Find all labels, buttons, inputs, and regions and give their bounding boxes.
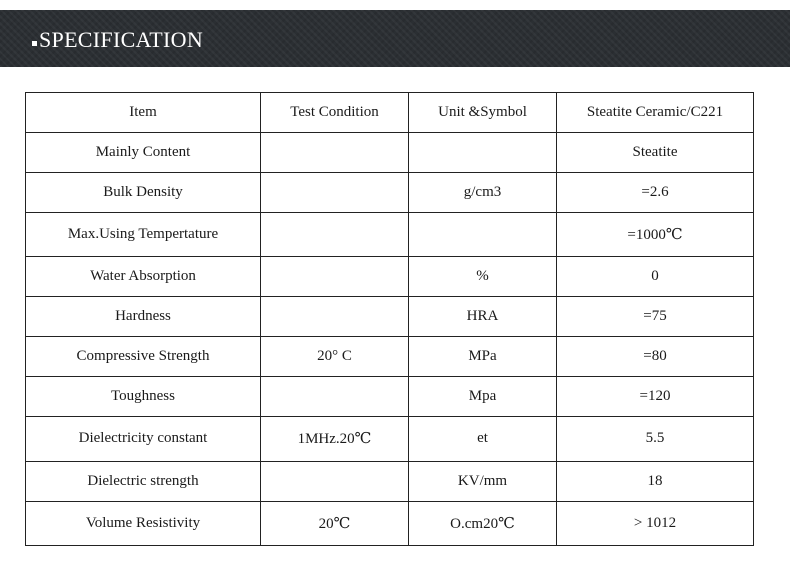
cell-unit: O.cm20℃: [409, 501, 557, 545]
cell-item: Hardness: [26, 297, 261, 337]
cell-value: > 1012: [557, 501, 754, 545]
table-row: [26, 172, 754, 212]
cell-test-condition: [261, 132, 409, 172]
cell-test-condition: [261, 377, 409, 417]
cell-unit: [409, 132, 557, 172]
cell-item: Dielectric strength: [26, 461, 261, 501]
cell-item: Max.Using Tempertature: [26, 212, 261, 256]
cell-item: Compressive Strength: [26, 337, 261, 377]
table-row: [26, 377, 754, 417]
cell-value: =2.6: [557, 172, 754, 212]
cell-unit: g/cm3: [409, 172, 557, 212]
header-steatite-ceramic: Steatite Ceramic/C221: [557, 93, 754, 133]
cell-test-condition: [261, 461, 409, 501]
cell-unit: MPa: [409, 337, 557, 377]
table-row: [26, 297, 754, 337]
cell-unit: Mpa: [409, 377, 557, 417]
section-banner: [0, 10, 790, 67]
table-row: [26, 337, 754, 377]
cell-item: Toughness: [26, 377, 261, 417]
cell-value: =80: [557, 337, 754, 377]
cell-item: Mainly Content: [26, 132, 261, 172]
cell-test-condition: [261, 297, 409, 337]
cell-value: =120: [557, 377, 754, 417]
table-row: [26, 132, 754, 172]
cell-value: 0: [557, 257, 754, 297]
cell-item: Water Absorption: [26, 257, 261, 297]
table-row: [26, 212, 754, 256]
table-header-row: [26, 93, 754, 133]
table-row: [26, 461, 754, 501]
header-item: Item: [26, 93, 261, 133]
table-row: [26, 501, 754, 545]
table-row: [26, 417, 754, 461]
cell-item: Bulk Density: [26, 172, 261, 212]
cell-test-condition: [261, 212, 409, 256]
cell-value: Steatite: [557, 132, 754, 172]
cell-test-condition: 20° C: [261, 337, 409, 377]
section-title-text: SPECIFICATION: [39, 27, 204, 52]
cell-test-condition: 1MHz.20℃: [261, 417, 409, 461]
header-unit-symbol: Unit &Symbol: [409, 93, 557, 133]
cell-unit: HRA: [409, 297, 557, 337]
cell-test-condition: 20℃: [261, 501, 409, 545]
cell-test-condition: [261, 257, 409, 297]
cell-item: Dielectricity constant: [26, 417, 261, 461]
section-title: [32, 27, 203, 53]
specification-table: [25, 92, 754, 546]
cell-unit: [409, 212, 557, 256]
cell-value: 18: [557, 461, 754, 501]
table-row: [26, 257, 754, 297]
cell-value: =1000℃: [557, 212, 754, 256]
cell-unit: KV/mm: [409, 461, 557, 501]
cell-unit: et: [409, 417, 557, 461]
title-bullet: [32, 41, 37, 46]
cell-unit: %: [409, 257, 557, 297]
header-test-condition: Test Condition: [261, 93, 409, 133]
cell-test-condition: [261, 172, 409, 212]
cell-item: Volume Resistivity: [26, 501, 261, 545]
cell-value: 5.5: [557, 417, 754, 461]
cell-value: =75: [557, 297, 754, 337]
